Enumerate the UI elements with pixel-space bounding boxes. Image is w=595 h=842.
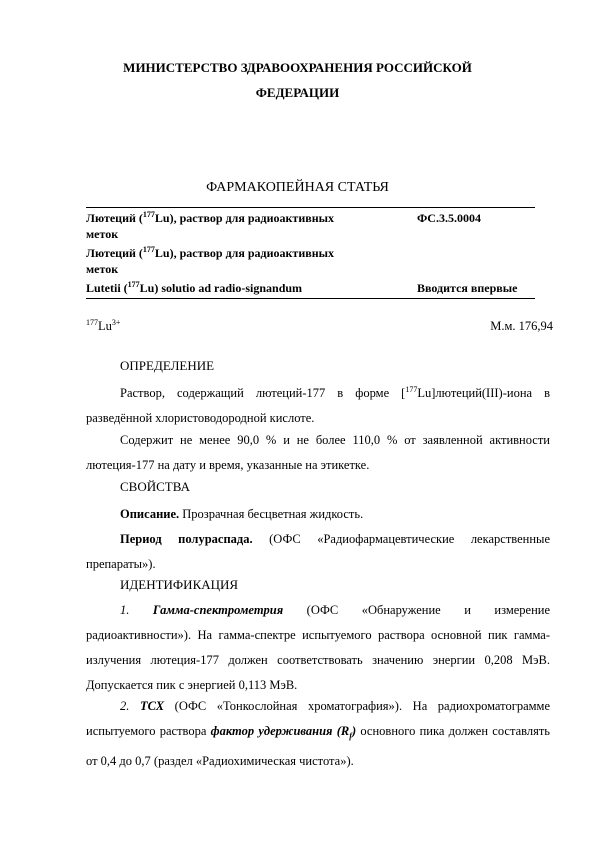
half-life-paragraph: Период полураспада. (ОФС «Радиофармацевтические лекарственные препараты»). <box>86 532 550 571</box>
description-paragraph: Описание. Прозрачная бесцветная жидкость. <box>120 507 364 521</box>
introduction-status: Вводится впервые <box>417 281 518 295</box>
table-bottom-rule <box>86 298 535 299</box>
section-definition: ОПРЕДЕЛЕНИЕ <box>120 358 215 373</box>
section-properties: СВОЙСТВА <box>120 479 190 494</box>
ministry-line-2: ФЕДЕРАЦИИ <box>255 85 340 100</box>
russian-name-row-1: Лютеций ($^{177}$Lu), раствор для радиоактивных меток <box>86 210 335 241</box>
definition-paragraph-2: Содержит не менее 90,0 % и не более 110,0 % от заявленной активности лютеция-177 на дату и время, указанные на этикетке. <box>86 433 550 472</box>
pharmacopoeia-code: ФС.3.5.0004 <box>417 211 481 225</box>
section-identification: ИДЕНТИФИКАЦИЯ <box>120 577 239 592</box>
latin-name-row: Lutetii ($^{177}$Lu) solutio ad radio-signandum <box>86 280 303 295</box>
ministry-header <box>0 55 595 105</box>
chemical-formula: $^{177}Lu^{3+}$ <box>86 317 121 333</box>
identification-method-1: 1. Гамма-спектрометрия (ОФС «Обнаружение и измерение радиоактивности»). На гамма-спектре испытуемого раствора основной пик гамма-излучения лютеция-177 должен соответствовать значению энергии 0,208 МэВ. Допускается пик с энергией 0,113 МэВ. <box>86 603 551 692</box>
russian-name-row-2: Лютеций ($^{177}$Lu), раствор для радиоактивных меток <box>86 245 335 276</box>
table-top-rule <box>86 207 535 208</box>
article-title: ФАРМАКОПЕЙНАЯ СТАТЬЯ <box>206 180 389 195</box>
ministry-line-1: МИНИСТЕРСТВО ЗДРАВООХРАНЕНИЯ РОССИЙСКОЙ <box>123 60 472 75</box>
identification-method-2: 2. ТСХ (ОФС «Тонкослойная хроматография»). На радиохроматограмме испытуемого раствора фактор удерживания $(R_f)$ основного пика должен составлять от 0,4 до 0,7 (раздел «Радиохимическая чистота»). <box>86 699 551 768</box>
molar-mass: М.м. 176,94 <box>490 319 553 333</box>
definition-paragraph-1: Раствор, содержащий лютеций-177 в форме [$^{177}$Lu]лютеций(III)-иона в разведённой хлористоводородной кислоте. <box>86 384 551 425</box>
